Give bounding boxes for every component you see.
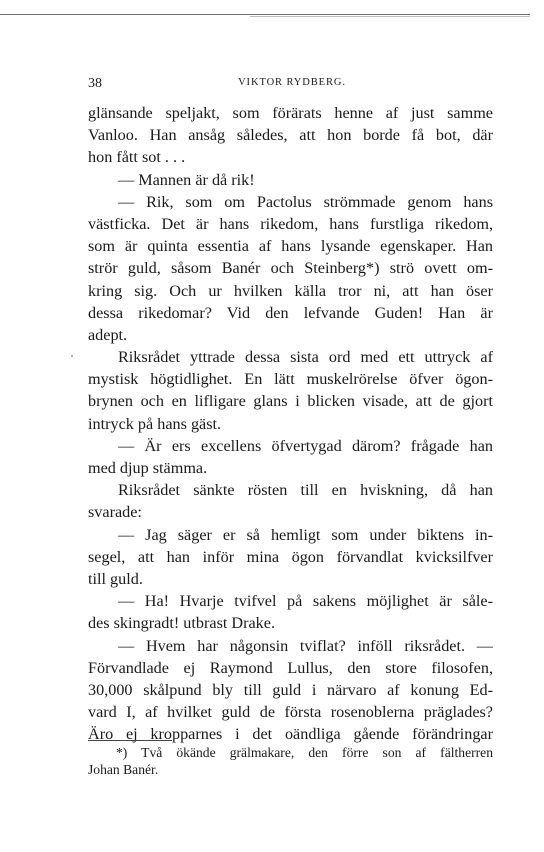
- text-line: mystisk högtidlighet. En lätt muskelrörelse öfver ögon-: [88, 370, 493, 389]
- top-scan-edge-line: [0, 14, 530, 15]
- text-line: segel, att han inför mina ögon förvandlat kvicksilfver: [88, 547, 493, 566]
- text-line: — Är ers excellens öfvertygad därom? frågade han: [118, 436, 493, 455]
- text-line: Äro ej kropparnes i det oändliga gående förändringar: [88, 725, 493, 744]
- text-line: strör guld, såsom Banér och Steinberg*) strö ovett om-: [88, 259, 493, 278]
- text-line: Riksrådet yttrade dessa sista ord med ett uttryck af: [118, 348, 493, 367]
- text-line: som är quinta essentia af hans lysande egenskaper. Han: [88, 237, 493, 256]
- page-header: [88, 76, 496, 94]
- page-number: 38: [88, 76, 102, 91]
- text-line: brynen och en lifligare glans i blicken visade, att de gjort: [88, 392, 493, 411]
- text-line: glänsande speljakt, som förärats henne af just samme: [88, 104, 493, 122]
- text-line: Riksrådet sänkte rösten till en hviskning, då han: [118, 481, 493, 500]
- top-scan-edge-shadow: [250, 16, 530, 17]
- footnote-line: *) Två ökände grälmakare, den förre son af fältherren: [116, 745, 493, 760]
- text-line: — Rik, som om Pactolus strömmade genom hans: [118, 192, 493, 211]
- text-line: 30,000 skålpund bly till guld i närvaro af konung Ed-: [88, 680, 493, 699]
- text-line: — Hvem har någonsin tviflat? inföll riksrådet. —: [118, 636, 493, 655]
- text-line: med djup stämma.: [88, 459, 208, 477]
- text-line: — Ha! Hvarje tvifvel på sakens möjlighet är såle-: [118, 592, 493, 611]
- text-line: Förvandlade ej Raymond Lullus, den store filosofen,: [88, 658, 493, 677]
- footnote-block: [88, 744, 493, 778]
- main-text: [88, 102, 493, 745]
- text-line: — Jag säger er så hemligt som under biktens in-: [118, 525, 493, 544]
- text-line: vard I, af hvilket guld de första rosenoblerna präglades?: [88, 703, 493, 722]
- text-line: Vanloo. Han ansåg således, att hon borde få bot, där: [88, 126, 493, 145]
- text-line: — Mannen är då rik!: [118, 170, 255, 189]
- text-line: kring sig. Och ur hvilken källa tror ni, att han öser: [88, 281, 493, 300]
- footnote-rule: [88, 740, 172, 741]
- running-head: VIKTOR RYDBERG.: [238, 77, 346, 88]
- text-line: till guld.: [88, 569, 143, 588]
- text-line: västficka. Det är hans rikedom, hans furstliga rikedom,: [88, 214, 493, 233]
- text-line: dessa rikedomar? Vid den lefvande Guden! Han är: [88, 303, 493, 322]
- text-line: svarade:: [88, 503, 142, 522]
- text-line: des skingradt! utbrast Drake.: [88, 614, 276, 633]
- text-line: intryck på hans gäst.: [88, 414, 222, 433]
- footnote-line: Johan Banér.: [88, 762, 159, 777]
- margin-speck: [71, 355, 73, 357]
- text-line: hon fått sot . . .: [88, 148, 186, 167]
- text-line: adept.: [88, 325, 128, 344]
